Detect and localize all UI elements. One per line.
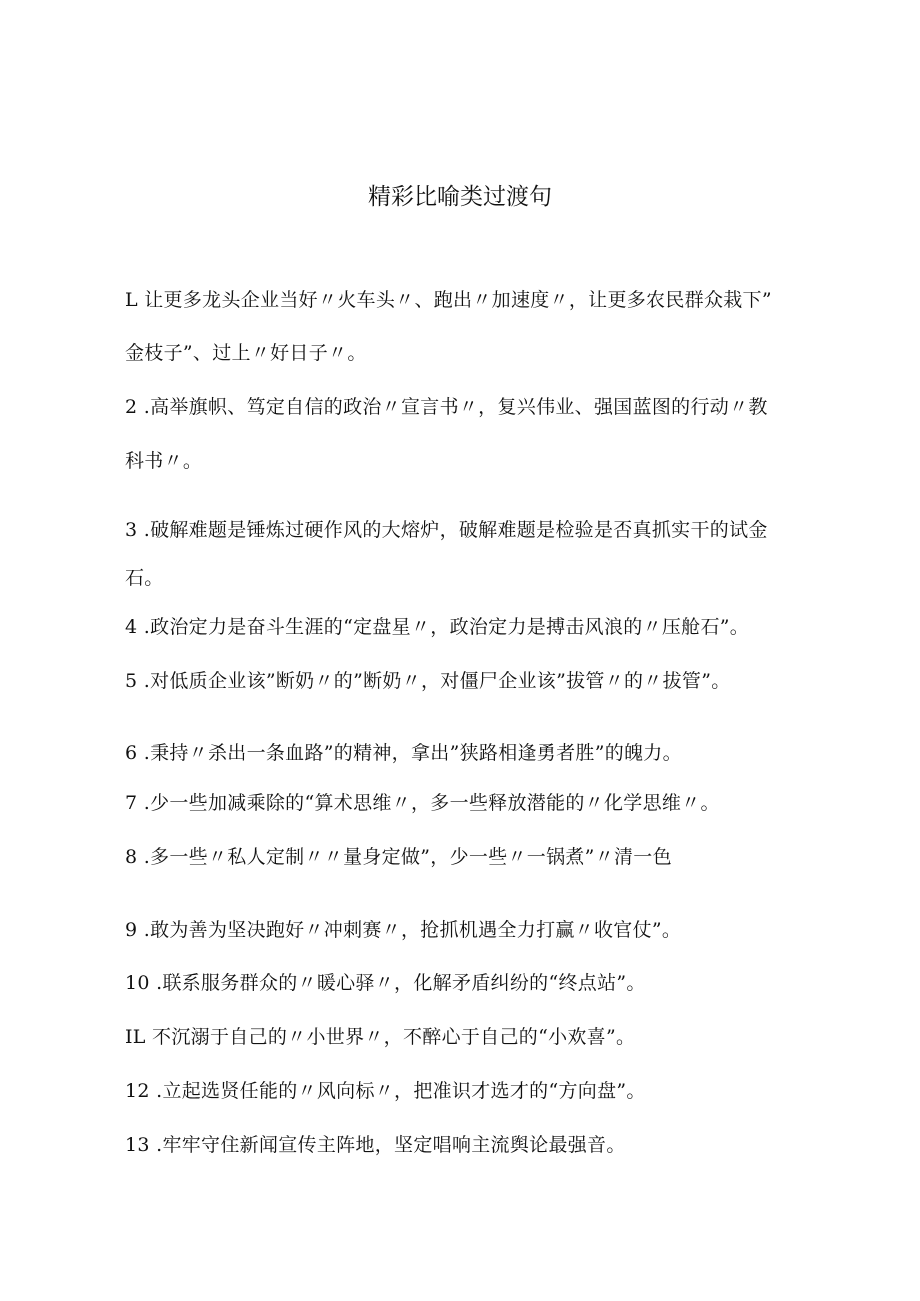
list-item-10: 10 .联系服务群众的〃暖心驿〃，化解矛盾纠纷的“终点站”。 xyxy=(125,972,646,994)
list-item-5: 5 .对低质企业该”断奶〃的”断奶〃，对僵尸企业该”拔管〃的〃拔管”。 xyxy=(125,670,731,692)
document-title: 精彩比喻类过渡句 xyxy=(368,184,552,210)
list-item-3-line-2: 石。 xyxy=(125,567,164,589)
list-item-11: IL 不沉溺于自己的〃小世界〃，不醉心于自己的“小欢喜”。 xyxy=(125,1026,636,1048)
list-item-4: 4 .政治定力是奋斗生涯的“定盘星〃，政治定力是搏击风浪的〃压舱石”。 xyxy=(125,616,750,638)
list-item-1-line-2: 金枝子”、过上〃好日子〃。 xyxy=(125,342,367,364)
list-item-9: 9 .敢为善为坚决跑好〃冲刺赛〃，抢抓机遇全力打赢〃收官仗”。 xyxy=(125,919,682,941)
list-item-7: 7 .少一些加减乘除的“算术思维〃，多一些释放潜能的〃化学思维〃。 xyxy=(125,792,720,814)
list-item-13: 13 .牢牢守住新闻宣传主阵地，坚定唱响主流舆论最强音。 xyxy=(125,1134,626,1156)
list-item-1-line-1: L 让更多龙头企业当好〃火车头〃、跑出〃加速度〃，让更多农民群众栽下” xyxy=(125,289,772,311)
list-item-6: 6 .秉持〃杀出一条血路”的精神，拿出”狭路相逢勇者胜”的魄力。 xyxy=(125,742,682,764)
list-item-8: 8 .多一些〃私人定制〃〃量身定做”，少一些〃一锅煮”〃清一色 xyxy=(125,846,672,868)
list-item-2-line-1: 2 .高举旗帜、笃定自信的政治〃宣言书〃，复兴伟业、强国蓝图的行动〃教 xyxy=(125,396,768,418)
list-item-12: 12 .立起选贤任能的〃风向标〃，把准识才选才的“方向盘”。 xyxy=(125,1080,646,1102)
list-item-2-line-2: 科书〃。 xyxy=(125,450,203,472)
list-item-3-line-1: 3 .破解难题是锤炼过硬作风的大熔炉，破解难题是检验是否真抓实干的试金 xyxy=(125,519,768,541)
